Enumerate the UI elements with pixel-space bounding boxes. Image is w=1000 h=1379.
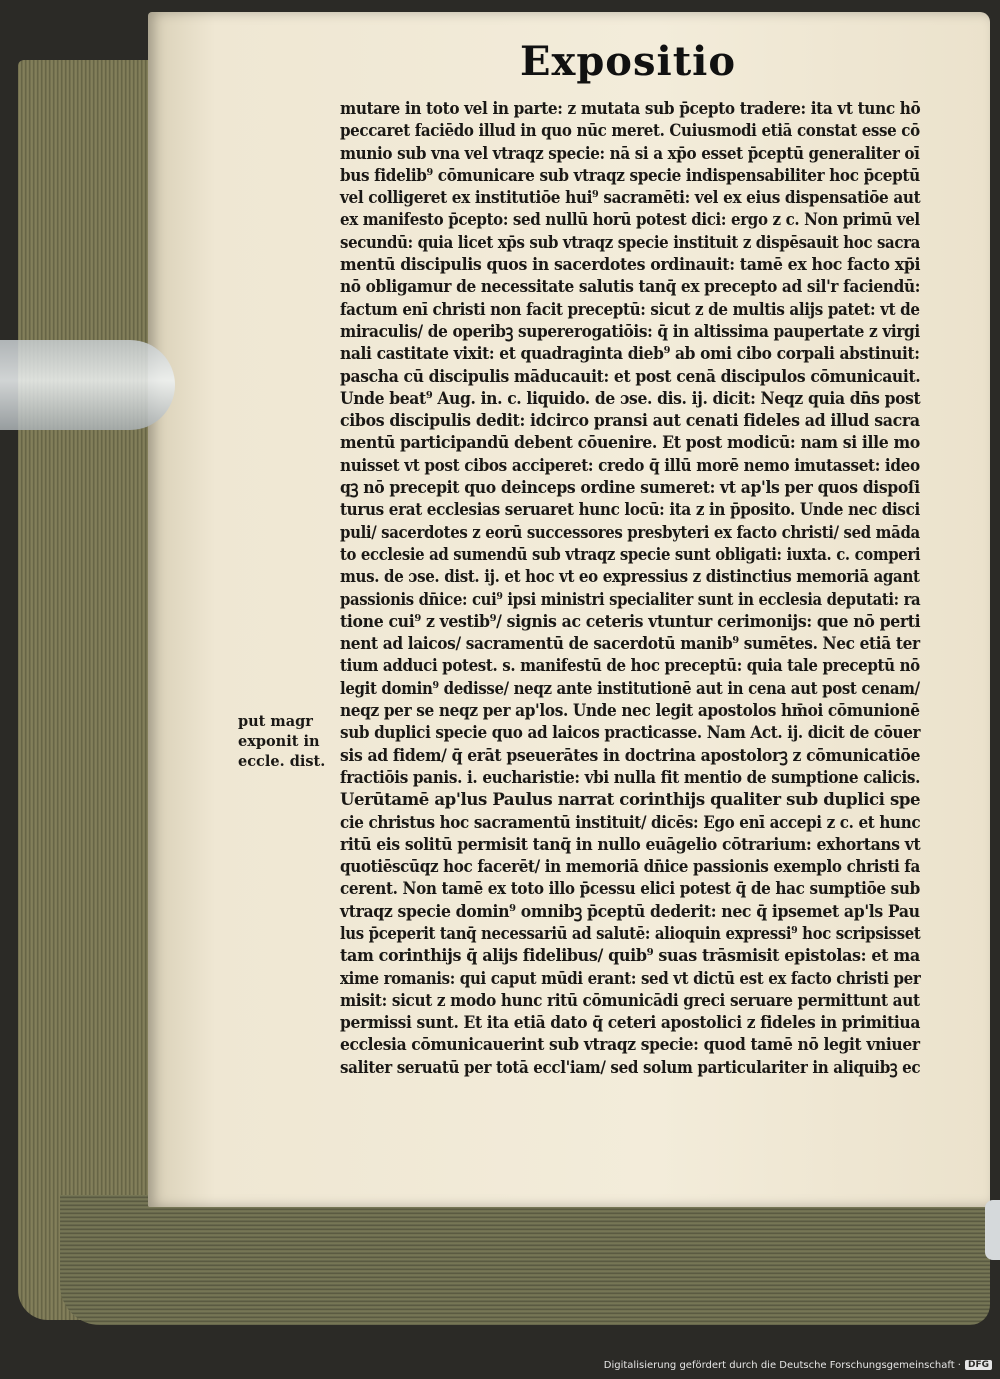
text-line: vel colligeret ex institutiōe hui⁹ sacramēti: vel ex eius dispensatiōe aut (340, 188, 921, 209)
text-line: legit domin⁹ dedisse/ neqz ante institutionē aut in cena aut post cenam/ (340, 678, 920, 699)
marginal-line: eccle. dist. (238, 753, 326, 770)
text-line: mentū participandū debent cōuenire. Et post modicū: nam si ille mo (340, 433, 920, 454)
text-line: nali castitate vixit: et quadraginta dieb⁹ ab omi cibo corpali abstinuit: (340, 344, 920, 365)
text-line: misit: sicut z modo hunc ritū cōmunicādi greci seruare permittunt aut (340, 990, 920, 1011)
marginal-note (238, 712, 338, 772)
text-line: mus. de ɔse. dist. ij. et hoc vt eo expressius z distinctius memoriā agant (340, 567, 920, 588)
text-line: passionis dn̄ice: cui⁹ ipsi ministri specialiter sunt in ecclesia deputati: ra (340, 589, 921, 610)
running-head: Expositio (520, 38, 737, 85)
text-line: qꝫ nō precepit quo deinceps ordine sumeret: vt ap'ls per quos dispoſi (340, 478, 920, 499)
book-bottom-edges (60, 1195, 990, 1325)
book-page-edges (18, 60, 158, 1320)
text-line: cerent. Non tamē ex toto illo p̄cessu elici potest q̄ de hac sumptiōe sub (340, 879, 920, 900)
dfg-logo: DFG (965, 1360, 992, 1370)
text-line: mutare in toto vel in parte: z mutata sub p̄cepto tradere: ita vt tunc hō (340, 99, 921, 119)
main-text-block (340, 98, 920, 1079)
text-line: to ecclesie ad sumendū sub vtraqz specie sunt obligati: iuxta. c. comperi (340, 544, 921, 565)
text-line: nō obligamur de necessitate salutis tanq̄ ex precepto ad sil'r faciendū: (340, 277, 921, 298)
text-line: cie christus hoc sacramentū instituit/ dicēs: Ego enī accepi z c. et hunc (340, 812, 921, 833)
text-line: ritū eis solitū permisit tanq̄ in nullo euāgelio cōtrarium: exhortans vt (340, 834, 921, 855)
text-line: miraculis/ de operibꝫ supererogatiōis: q̄ in altissima paupertate z virgi (340, 321, 920, 342)
text-line: bus fidelib⁹ cōmunicare sub vtraqz specie indispensabiliter hoc p̄ceptū (340, 165, 920, 186)
page-clamp-right (985, 1200, 1000, 1260)
text-line: vtraqz specie domin⁹ omnibꝫ p̄ceptū dederit: nec q̄ ipsemet ap'ls Pau (340, 901, 920, 922)
text-line: puli/ sacerdotes z eorū successores presbyteri ex facto christi/ sed māda (340, 522, 920, 543)
text-line: mentū discipulis quos in sacerdotes ordinauit: tamē ex hoc facto xp̄i (340, 255, 921, 276)
text-line: tam corinthijs q̄ alijs fidelibus/ quib⁹ suas trāsmisit epistolas: et ma (340, 946, 920, 967)
text-line: nent ad laicos/ sacramentū de sacerdotū manib⁹ sumētes. Nec etiā ter (340, 634, 920, 655)
text-line: cibos discipulis dedit: idcirco pransi aut cenati fideles ad illud sacra (340, 411, 920, 432)
text-line: pascha cū discipulis māducauit: et post cenā discipulos cōmunicauit. (340, 366, 921, 387)
text-line: nuisset vt post cibos acciperet: credo q̄ illū morē nemo imutasset: ideo (340, 455, 920, 476)
text-line: peccaret faciēdo illud in quo nūc meret. Cuiusmodi etiā constat esse cō (340, 121, 920, 142)
text-line: turus erat ecclesias seruaret hunc locū: ita z in p̄posito. Unde nec disci (340, 500, 920, 521)
text-line: sub duplici specie quo ad laicos practicasse. Nam Act. ij. dicit de cōuer (340, 723, 921, 744)
text-line: ecclesia cōmunicauerint sub vtraqz specie: quod tamē nō legit vniuer (340, 1035, 920, 1056)
footer-text: Digitalisierung gefördert durch die Deutsche Forschungsgemeinschaft · (603, 1359, 961, 1371)
page-clamp (0, 340, 175, 430)
text-line: Unde beat⁹ Aug. in. c. liquido. de ɔse. dis. ij. dicit: Neqz quia dn̄s post (340, 388, 921, 409)
text-line: secundū: quia licet xp̄s sub vtraqz specie instituit z dispēsauit hoc sacra (340, 232, 920, 253)
text-line: fractiōis panis. i. eucharistie: vbi nulla fit mentio de sumptione calicis. (340, 767, 921, 788)
text-line: sis ad fidem/ q̄ erāt pseuerātes in doctrina apostolorꝫ z cōmunicatiōe (340, 745, 921, 766)
footer-credit (604, 1357, 992, 1373)
text-line: lus p̄ceperit tanq̄ necessariū ad salutē: alioquin expressi⁹ hoc scripsisset (340, 923, 921, 944)
marginal-line: exponit in (238, 733, 320, 750)
text-line: tium adduci potest. s. manifestū de hoc preceptū: quia tale preceptū nō (340, 656, 920, 677)
text-line: Uerūtamē ap'lus Paulus narrat corinthijs qualiter sub duplici spe (340, 790, 921, 811)
text-line: saliter seruatū per totā eccl'iam/ sed solum particulariter in aliquibꝫ ec (340, 1057, 921, 1078)
text-line: neqz per se neqz per ap'los. Unde nec legit apostolos hm̄oi cōmunionē (340, 701, 920, 722)
text-line: ex manifesto p̄cepto: sed nullū horū potest dici: ergo z c. Non primū vel (340, 210, 920, 231)
text-line: munio sub vna vel vtraqz specie: nā si a xp̄o esset p̄ceptū generaliter oī (340, 143, 920, 164)
text-line: permissi sunt. Et ita etiā dato q̄ ceteri apostolici z fideles in primitiua (340, 1013, 920, 1034)
text-line: xime romanis: qui caput mūdi erant: sed vt dictū est ex facto christi per (340, 968, 921, 989)
text-line: tione cui⁹ z vestib⁹/ signis ac ceteris vtuntur cerimonijs: que nō perti (340, 611, 921, 632)
text-line: factum enī christi non facit preceptū: sicut z de multis alijs patet: vt de (340, 299, 920, 320)
marginal-line: put magr (238, 713, 313, 730)
text-line: quotiēscūqz hoc facerēt/ in memoriā dn̄ice passionis exemplo christi fa (340, 857, 920, 878)
